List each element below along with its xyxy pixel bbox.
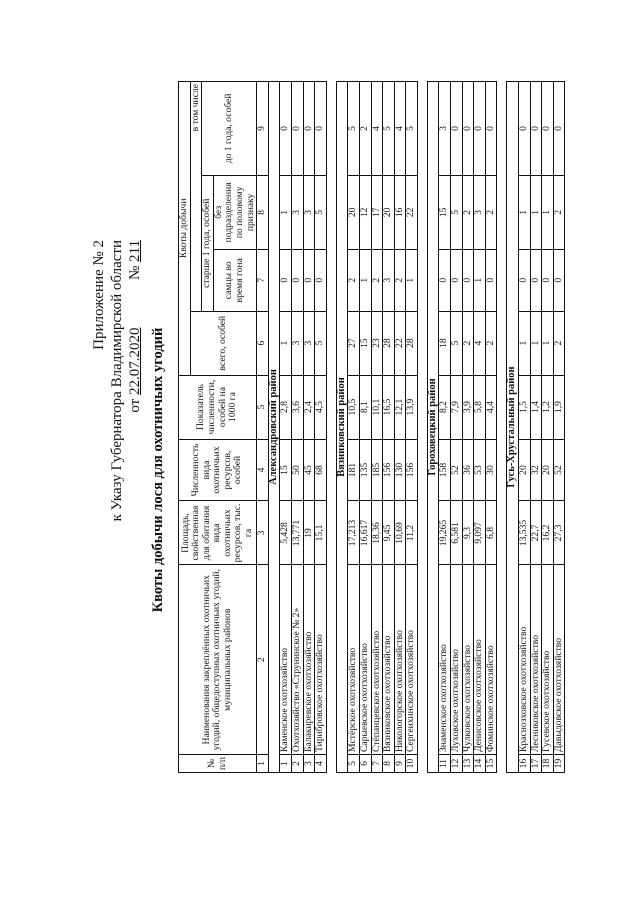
table-cell: 0 xyxy=(485,249,497,311)
table-cell: 52 xyxy=(553,439,565,501)
table-cell: 52 xyxy=(451,439,463,501)
table-cell: 2 xyxy=(348,249,360,311)
table-cell: 18 xyxy=(542,755,554,773)
table-cell: 13 xyxy=(462,755,474,773)
table-cell: 1 xyxy=(406,249,418,311)
table-cell: 3,6 xyxy=(291,375,303,439)
table-cell: 0 xyxy=(530,82,542,176)
table-cell: 19,265 xyxy=(439,501,451,565)
table-cell: 1,4 xyxy=(530,375,542,439)
table-cell: 4 xyxy=(315,755,327,773)
table-cell: 2 xyxy=(485,175,497,249)
table-cell: 2 xyxy=(394,249,406,311)
table-cell: 0 xyxy=(291,82,303,176)
hunting-ground-name: Стёпанцевское охотхозяйство xyxy=(371,565,383,755)
number-prefix: № xyxy=(127,265,143,281)
table-row xyxy=(519,82,531,773)
table-cell: 0 xyxy=(462,82,474,176)
table-cell: 8,2 xyxy=(439,375,451,439)
quota-table-body xyxy=(268,82,565,773)
column-number: 4 xyxy=(257,439,269,501)
hunting-ground-name: Фоминское охотхозяйство xyxy=(485,565,497,755)
table-cell: 5 xyxy=(348,82,360,176)
gap-cell xyxy=(417,82,427,773)
table-cell: 2 xyxy=(553,311,565,375)
table-row xyxy=(291,82,303,773)
table-cell: 3 xyxy=(474,175,486,249)
table-cell: 2 xyxy=(462,175,474,249)
table-cell: 5,428 xyxy=(280,501,292,565)
table-cell: 12,1 xyxy=(394,375,406,439)
table-cell: 1 xyxy=(530,175,542,249)
table-cell: 0 xyxy=(542,82,554,176)
table-row xyxy=(371,82,383,773)
table-row xyxy=(553,82,565,773)
table-cell: 36 xyxy=(462,439,474,501)
table-cell: 7,9 xyxy=(451,375,463,439)
table-cell: 13,535 xyxy=(519,501,531,565)
table-cell: 10,1 xyxy=(371,375,383,439)
appendix-line1: Приложение № 2 xyxy=(91,240,107,350)
table-cell: 19 xyxy=(553,755,565,773)
table-cell: 1 xyxy=(519,175,531,249)
table-cell: 0 xyxy=(439,249,451,311)
table-cell: 15 xyxy=(439,175,451,249)
header-total: всего, особей xyxy=(190,311,257,375)
table-cell: 1 xyxy=(474,249,486,311)
table-cell: 0 xyxy=(280,82,292,176)
table-cell: 3,9 xyxy=(462,375,474,439)
table-cell: 6,581 xyxy=(451,501,463,565)
table-cell: 0 xyxy=(474,82,486,176)
table-row xyxy=(485,82,497,773)
hunting-ground-name: Краснозховское охотхозяйство xyxy=(519,565,531,755)
table-cell: 0 xyxy=(530,249,542,311)
table-cell: 4 xyxy=(394,82,406,176)
table-row xyxy=(383,82,395,773)
table-cell: 2 xyxy=(485,311,497,375)
table-cell: 15 xyxy=(280,439,292,501)
table-cell: 5,8 xyxy=(474,375,486,439)
table-row xyxy=(348,82,360,773)
table-row xyxy=(394,82,406,773)
table-row xyxy=(530,82,542,773)
table-cell: 0 xyxy=(485,82,497,176)
gap-cell xyxy=(497,82,507,773)
table-cell: 3 xyxy=(303,755,315,773)
table-cell: 1,9 xyxy=(553,375,565,439)
table-cell: 5 xyxy=(451,311,463,375)
table-cell: 20 xyxy=(542,439,554,501)
table-cell: 15,1 xyxy=(315,501,327,565)
table-row xyxy=(451,82,463,773)
table-cell: 17 xyxy=(371,175,383,249)
table-cell: 16,5 xyxy=(383,375,395,439)
table-cell: 3 xyxy=(291,175,303,249)
table-row xyxy=(359,82,371,773)
header-incl: в том числе xyxy=(190,82,202,312)
table-cell: 8 xyxy=(383,755,395,773)
table-cell: 3 xyxy=(439,82,451,176)
table-cell: 16,617 xyxy=(359,501,371,565)
table-cell: 1 xyxy=(280,311,292,375)
table-cell: 4 xyxy=(371,82,383,176)
table-cell: 27,3 xyxy=(553,501,565,565)
table-cell: 0 xyxy=(519,82,531,176)
table-cell: 16,2 xyxy=(542,501,554,565)
column-numbers-row xyxy=(257,82,269,773)
table-cell: 0 xyxy=(553,82,565,176)
table-cell: 10 xyxy=(406,755,418,773)
table-cell: 30 xyxy=(485,439,497,501)
table-cell: 1 xyxy=(280,755,292,773)
table-cell: 4 xyxy=(474,311,486,375)
table-row xyxy=(462,82,474,773)
table-cell: 5 xyxy=(383,82,395,176)
section-gap xyxy=(417,82,427,773)
appendix-block xyxy=(90,240,144,560)
table-cell: 6 xyxy=(359,755,371,773)
table-cell: 156 xyxy=(406,439,418,501)
table-cell: 0 xyxy=(291,249,303,311)
table-cell: 2 xyxy=(462,311,474,375)
table-cell: 1,5 xyxy=(519,375,531,439)
hunting-ground-name: Никологорское охотхозяйство xyxy=(394,565,406,755)
column-number: 5 xyxy=(257,375,269,439)
table-cell: 7 xyxy=(371,755,383,773)
table-cell: 3 xyxy=(303,175,315,249)
table-cell: 45 xyxy=(303,439,315,501)
table-cell: 181 xyxy=(348,439,360,501)
table-cell: 2 xyxy=(359,82,371,176)
table-cell: 158 xyxy=(439,439,451,501)
district-row xyxy=(427,82,439,773)
table-cell: 53 xyxy=(474,439,486,501)
hunting-ground-name: Сергеихинское охотхозяйство xyxy=(406,565,418,755)
header-num: № п/п xyxy=(179,755,257,773)
table-cell: 9 xyxy=(394,755,406,773)
table-cell: 13,9 xyxy=(406,375,418,439)
table-cell: 32 xyxy=(530,439,542,501)
column-number: 9 xyxy=(257,82,269,176)
table-cell: 50 xyxy=(291,439,303,501)
table-cell: 13,771 xyxy=(291,501,303,565)
table-cell: 9,3 xyxy=(462,501,474,565)
table-cell: 28 xyxy=(383,311,395,375)
district-row xyxy=(268,82,280,773)
column-number: 7 xyxy=(257,249,269,311)
column-number: 8 xyxy=(257,175,269,249)
hunting-ground-name: Гусевское охотхозяйство xyxy=(542,565,554,755)
header-males: самцы во время гона xyxy=(213,249,256,311)
table-cell: 20 xyxy=(383,175,395,249)
table-cell: 2 xyxy=(553,175,565,249)
column-number: 6 xyxy=(257,311,269,375)
table-cell: 18,36 xyxy=(371,501,383,565)
table-cell: 0 xyxy=(553,249,565,311)
table-cell: 5 xyxy=(348,755,360,773)
table-cell: 0 xyxy=(315,249,327,311)
table-cell: 5 xyxy=(315,311,327,375)
table-cell: 16 xyxy=(519,755,531,773)
table-cell: 3 xyxy=(383,249,395,311)
table-row xyxy=(542,82,554,773)
table-cell: 9,097 xyxy=(474,501,486,565)
table-cell: 22 xyxy=(406,175,418,249)
district-name: Гороховецкий район xyxy=(427,82,439,773)
table-cell: 68 xyxy=(315,439,327,501)
table-cell: 0 xyxy=(451,249,463,311)
hunting-ground-name: Тирибровское охотхозяйство xyxy=(315,565,327,755)
gap-cell xyxy=(326,82,336,773)
table-cell: 6,8 xyxy=(485,501,497,565)
table-row xyxy=(315,82,327,773)
table-cell: 5 xyxy=(315,175,327,249)
section-gap xyxy=(497,82,507,773)
table-cell: 1 xyxy=(542,175,554,249)
table-cell: 1,2 xyxy=(542,375,554,439)
section-gap xyxy=(326,82,336,773)
table-cell: 4,4 xyxy=(485,375,497,439)
table-cell: 20 xyxy=(519,439,531,501)
table-cell: 0 xyxy=(280,249,292,311)
table-cell: 17,213 xyxy=(348,501,360,565)
header-quotas: Квоты добычи xyxy=(179,82,191,376)
table-cell: 185 xyxy=(371,439,383,501)
column-number: 1 xyxy=(257,755,269,773)
district-row xyxy=(336,82,348,773)
table-cell: 0 xyxy=(519,249,531,311)
table-row xyxy=(439,82,451,773)
table-cell: 2 xyxy=(371,249,383,311)
table-cell: 2,4 xyxy=(303,375,315,439)
table-row xyxy=(280,82,292,773)
table-cell: 0 xyxy=(451,82,463,176)
table-cell: 1 xyxy=(359,249,371,311)
table-cell: 16 xyxy=(394,175,406,249)
table-cell: 12 xyxy=(451,755,463,773)
date-prefix: от xyxy=(127,398,143,413)
district-name: Александровский район xyxy=(268,82,280,773)
table-cell: 8,1 xyxy=(359,375,371,439)
district-row xyxy=(507,82,519,773)
table-cell: 135 xyxy=(359,439,371,501)
hunting-ground-name: Чулковское охотхозяйство xyxy=(462,565,474,755)
table-cell: 9,45 xyxy=(383,501,395,565)
table-cell: 11 xyxy=(439,755,451,773)
decree-number: 211 xyxy=(127,240,143,262)
table-cell: 1 xyxy=(519,311,531,375)
hunting-ground-name: Вязниковское охотхозяйство xyxy=(383,565,395,755)
hunting-ground-name: Мстёрское охотхозяйство xyxy=(348,565,360,755)
table-cell: 2,8 xyxy=(280,375,292,439)
table-cell: 23 xyxy=(371,311,383,375)
table-cell: 2 xyxy=(291,755,303,773)
hunting-ground-name: Балакиревское охотхозяйство xyxy=(303,565,315,755)
table-cell: 1 xyxy=(530,311,542,375)
table-cell: 130 xyxy=(394,439,406,501)
header-nosex: без подразделения по половому признаку xyxy=(213,175,256,249)
hunting-ground-name: Знаменское охотхозяйство xyxy=(439,565,451,755)
table-cell: 10,5 xyxy=(348,375,360,439)
header-name: Наименования закреплённых охотничьих угодий, общедоступных охотничьих угодий, муниципальных районов xyxy=(179,565,257,755)
hunting-ground-name: Давыдовское охотхозяйство xyxy=(553,565,565,755)
hunting-ground-name: Луховское охотхозяйство xyxy=(451,565,463,755)
hunting-ground-name: Охотхозяйство «Струнинское № 2» xyxy=(291,565,303,755)
table-cell: 15 xyxy=(485,755,497,773)
header-under1: до 1 года, особей xyxy=(202,82,257,176)
table-cell: 0 xyxy=(542,249,554,311)
table-cell: 0 xyxy=(462,249,474,311)
table-cell: 17 xyxy=(530,755,542,773)
hunting-ground-name: Лесниковское охотхозяйство xyxy=(530,565,542,755)
district-name: Вязниковский район xyxy=(336,82,348,773)
page-title: Квоты добычи лося для охотничьих угодий xyxy=(150,327,166,613)
hunting-ground-name: Денисовское охотхозяйство xyxy=(474,565,486,755)
table-cell: 0 xyxy=(303,249,315,311)
table-cell: 11,2 xyxy=(406,501,418,565)
table-cell: 12 xyxy=(359,175,371,249)
table-cell: 3 xyxy=(303,311,315,375)
table-cell: 28 xyxy=(406,311,418,375)
table-cell: 1 xyxy=(542,311,554,375)
quota-table xyxy=(178,81,565,773)
table-cell: 5 xyxy=(451,175,463,249)
table-cell: 20 xyxy=(348,175,360,249)
header-count: Численность вида охотничьих ресурсов, особей xyxy=(179,439,257,501)
table-cell: 18 xyxy=(439,311,451,375)
header-older1: старше 1 года, особей xyxy=(202,175,214,311)
table-cell: 3 xyxy=(291,311,303,375)
table-cell: 27 xyxy=(348,311,360,375)
header-area: Площадь, свойственная для обитания вида охотничьих ресурсов, тыс. га xyxy=(179,501,257,565)
table-row xyxy=(406,82,418,773)
table-cell: 5 xyxy=(406,82,418,176)
column-number: 2 xyxy=(257,565,269,755)
table-cell: 19 xyxy=(303,501,315,565)
table-cell: 4,5 xyxy=(315,375,327,439)
table-cell: 1 xyxy=(280,175,292,249)
table-cell: 22 xyxy=(394,311,406,375)
column-number: 3 xyxy=(257,501,269,565)
table-cell: 15 xyxy=(359,311,371,375)
appendix-date-line xyxy=(126,240,144,560)
table-row xyxy=(303,82,315,773)
hunting-ground-name: Каменское охотхозяйство xyxy=(280,565,292,755)
table-cell: 156 xyxy=(383,439,395,501)
table-cell: 14 xyxy=(474,755,486,773)
district-name: Гусь-Хрустальный район xyxy=(507,82,519,773)
table-cell: 22,7 xyxy=(530,501,542,565)
table-cell: 0 xyxy=(303,82,315,176)
appendix-line2: к Указу Губернатора Владимирской области xyxy=(109,240,125,522)
table-cell: 0 xyxy=(315,82,327,176)
decree-date: 22.07.2020 xyxy=(127,327,143,396)
hunting-ground-name: Сарыевское охотхозяйство xyxy=(359,565,371,755)
table-row xyxy=(474,82,486,773)
header-index: Показатель численности, особей на 1000 га xyxy=(179,375,257,439)
table-cell: 10,69 xyxy=(394,501,406,565)
